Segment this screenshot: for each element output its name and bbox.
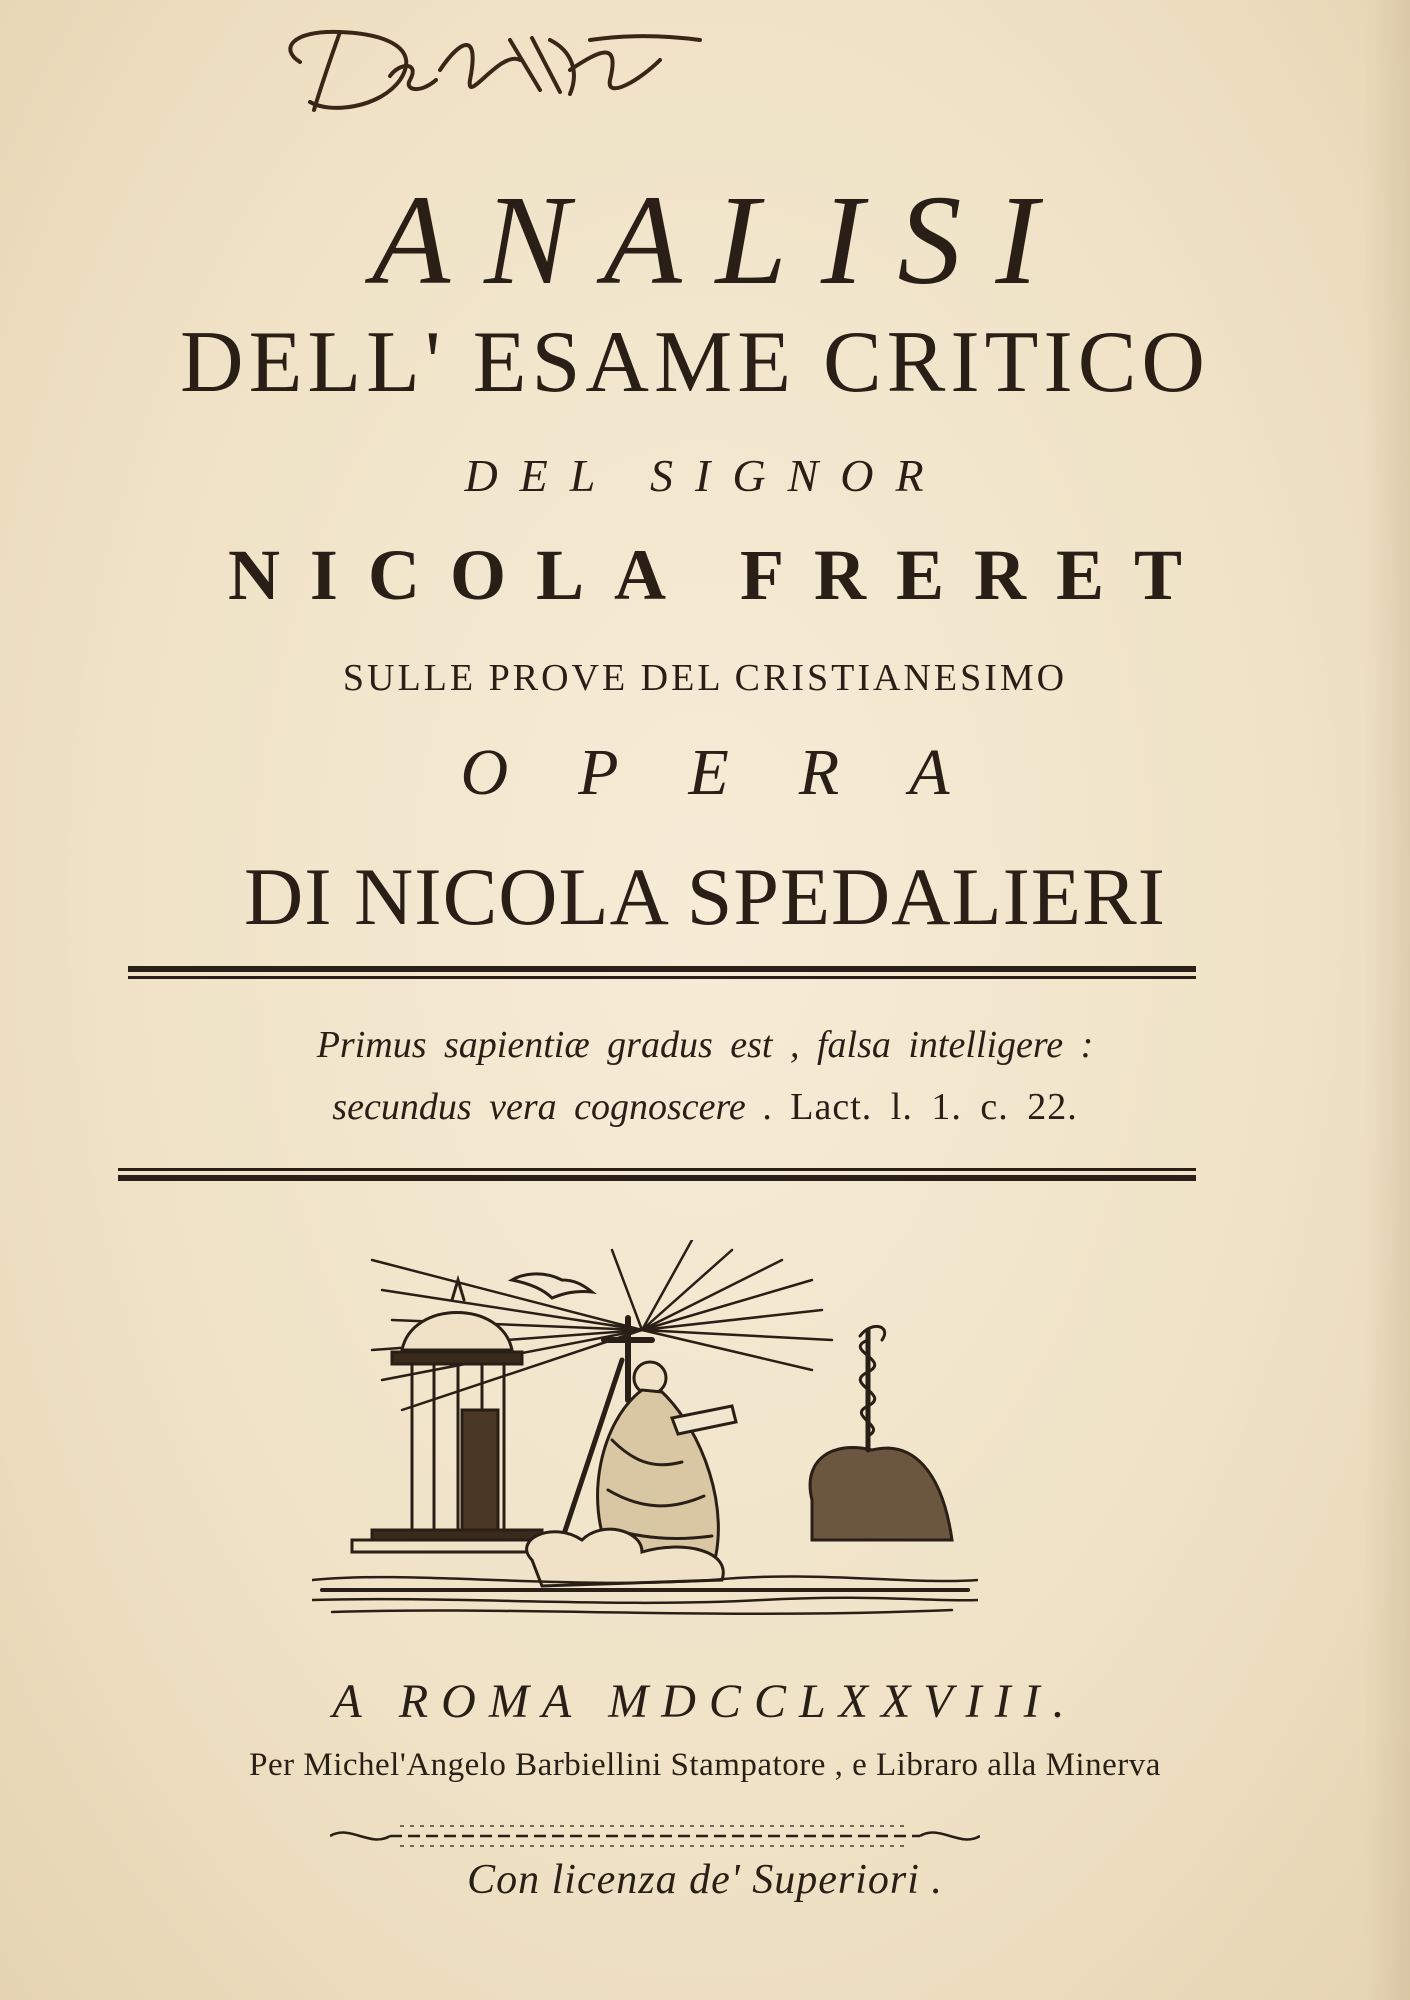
title-line-2: DELL' ESAME CRITICO [180, 314, 1210, 411]
motto-line-2 [0, 1082, 1410, 1132]
handwritten-signature [270, 10, 710, 130]
motto-text: secundus vera cognoscere . [332, 1086, 773, 1128]
double-rule-top [128, 966, 1196, 979]
license-line: Con licenza de' Superiori . [467, 1857, 943, 1903]
motto-reference: Lact. l. 1. c. 22. [790, 1086, 1078, 1128]
double-rule-bottom [118, 1168, 1196, 1181]
title-main: ANALISI [371, 169, 1073, 311]
title-line-3: DEL SIGNOR [464, 450, 946, 501]
subject-author-name: NICOLA FRERET [227, 535, 1213, 615]
motto-line-1: Primus sapientiæ gradus est , falsa intelligere : [316, 1024, 1094, 1066]
imprint-place-date: A ROMA MDCCLXXVIII. [332, 1675, 1078, 1728]
author-line: DI NICOLA SPEDALIERI [244, 851, 1166, 942]
subtitle: SULLE PROVE DEL CRISTIANESIMO [342, 657, 1068, 699]
opera-label: OPERA [460, 736, 1020, 809]
woodcut-illustration [312, 1240, 978, 1630]
printer-line: Per Michel'Angelo Barbiellini Stampatore , e Libraro alla Minerva [249, 1747, 1161, 1783]
